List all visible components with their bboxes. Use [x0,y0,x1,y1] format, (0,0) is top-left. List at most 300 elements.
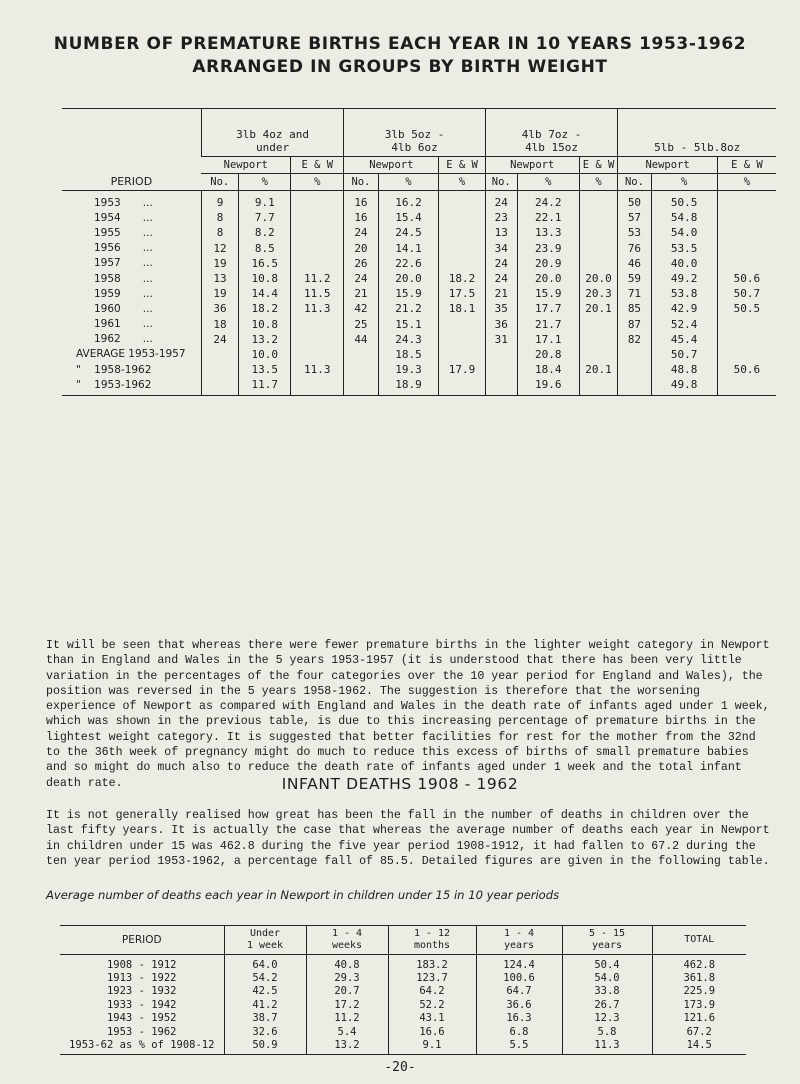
table-cell: 15.9 [517,286,579,301]
table-cell: 14.1 [378,241,439,256]
table-cell: 53 [618,225,651,240]
table-cell: 26 [344,256,378,271]
table-row [62,286,776,301]
table-cell: 36.6 [476,998,562,1011]
table-cell: 44 [344,332,378,347]
table-cell: 7.7 [239,210,291,225]
table-cell: 100.6 [476,971,562,984]
group-header: 5lb - 5lb.8oz [618,109,776,157]
table-row [62,256,776,271]
table-cell: 11.5 [291,286,344,301]
infant-deaths-table [60,925,746,1055]
column-header: 1 - 12 months [388,926,476,955]
table-cell: 6.8 [476,1025,562,1038]
table-cell: 15.9 [378,286,439,301]
table-cell [201,362,239,377]
pct-header: % [579,174,618,191]
table-cell: 24 [201,332,239,347]
column-header: PERIOD [60,926,224,955]
table-cell: 13.2 [306,1038,388,1054]
table-cell: 50.4 [562,955,652,972]
leader-dots: ... [142,211,153,224]
no-header: No. [201,174,239,191]
table-cell: 53.8 [651,286,717,301]
table-cell: 24 [344,225,378,240]
table-cell: 9 [201,191,239,211]
table-cell [344,377,378,396]
table-row [62,301,776,316]
table-cell: 8 [201,225,239,240]
table-cell [618,362,651,377]
table-cell [291,191,344,211]
table-cell: 17.9 [439,362,485,377]
table-cell [291,347,344,362]
table-row [60,1038,746,1054]
table-cell: 21.7 [517,317,579,332]
table-cell: 48.8 [651,362,717,377]
table-row [62,241,776,256]
table-cell [579,377,618,396]
table-cell: 20.9 [517,256,579,271]
table-cell [717,377,776,396]
column-header: 1 - 4 years [476,926,562,955]
row-label [62,301,201,316]
leader-dots: ... [142,302,153,315]
table-cell: 17.1 [517,332,579,347]
table-cell: 16 [344,210,378,225]
table-cell: 14.5 [652,1038,746,1054]
row-label-text: 1956 [94,242,121,255]
group-header: 4lb 7oz - 4lb 15oz [485,109,618,157]
pct-header: % [439,174,485,191]
pct-header: % [378,174,439,191]
newport-header: Newport [201,157,291,174]
table-cell: 11.3 [562,1038,652,1054]
no-header: No. [485,174,517,191]
table-cell: 21.2 [378,301,439,316]
table-cell: 38.7 [224,1012,306,1025]
leader-dots: ... [142,318,153,331]
table-cell: 52.4 [651,317,717,332]
row-label-text: " 1953-1962 [76,378,152,391]
newport-header: Newport [344,157,439,174]
table2-header-row [60,926,746,955]
table-cell: 21 [485,286,517,301]
table-cell [579,225,618,240]
table-cell [439,191,485,211]
table-cell: 462.8 [652,955,746,972]
table-cell: 54.8 [651,210,717,225]
table-cell: 20.7 [306,985,388,998]
row-label [62,256,201,271]
table-cell: 13 [201,271,239,286]
table-cell: 32.6 [224,1025,306,1038]
table-cell: 17.7 [517,301,579,316]
row-label [62,347,201,362]
table-cell [291,256,344,271]
column-header: Under 1 week [224,926,306,955]
table-cell: 54.0 [651,225,717,240]
table-cell [717,241,776,256]
row-label-text: 1960 [94,302,121,315]
leader-dots: ... [142,257,153,270]
table-cell: 50.6 [717,362,776,377]
column-header: TOTAL [652,926,746,955]
table-cell: 29.3 [306,971,388,984]
table-cell: 23.9 [517,241,579,256]
table-cell: 36 [201,301,239,316]
table-cell: 64.2 [388,985,476,998]
table-cell: 11.7 [239,377,291,396]
table-cell: 16.3 [476,1012,562,1025]
row-label-text: 1957 [94,257,121,270]
table-row [60,971,746,984]
table-cell: 5.8 [562,1025,652,1038]
table-cell: 11.3 [291,301,344,316]
table-cell: 64.0 [224,955,306,972]
table-cell: 24.2 [517,191,579,211]
table-cell: 50 [618,191,651,211]
table-cell: 82 [618,332,651,347]
no-header: No. [618,174,651,191]
table-cell: 49.8 [651,377,717,396]
table-cell: 76 [618,241,651,256]
table-cell: 20 [344,241,378,256]
table-cell [579,191,618,211]
table-cell [439,225,485,240]
table-cell [717,256,776,271]
table-cell: 15.4 [378,210,439,225]
table-cell: 8.5 [239,241,291,256]
page-number: -20- [384,1060,416,1075]
table-cell: 183.2 [388,955,476,972]
table-row [62,225,776,240]
premature-births-body [62,191,776,396]
table-row [62,317,776,332]
table-cell: 9.1 [388,1038,476,1054]
infant-deaths-body [60,955,746,1055]
leader-dots: ... [142,333,153,346]
table-cell: 67.2 [652,1025,746,1038]
table-cell: 19.6 [517,377,579,396]
table-cell: 42.5 [224,985,306,998]
table-cell: 35 [485,301,517,316]
table-cell: 21 [344,286,378,301]
table-cell: 15.1 [378,317,439,332]
ew-header: E & W [291,157,344,174]
pct-header: % [517,174,579,191]
no-header: No. [344,174,378,191]
column-header: 5 - 15 years [562,926,652,955]
table-cell: 33.8 [562,985,652,998]
table-cell: 41.2 [224,998,306,1011]
table-cell: 11.3 [291,362,344,377]
period-cell: 1908 - 1912 [106,958,177,971]
table-cell [579,210,618,225]
table-cell: 52.2 [388,998,476,1011]
row-label-text: 1955 [94,226,121,239]
table-cell [579,317,618,332]
page-title: NUMBER OF PREMATURE BIRTHS EACH YEAR IN 10 YEARS 1953-1962 [53,34,747,54]
table-cell: 14.4 [239,286,291,301]
table-cell: 18.9 [378,377,439,396]
paragraph-infant-deaths: It is not generally realised how great has been the fall in the number of deaths in children over the last fifty years. It is actually the case that whereas the average number of deaths each year in Newport in children under 15 was 462.8 during the five year period 1908-1912, it had fallen to 67.2 during the ten year period 1953-1962, a percentage fall of 85.5. Detailed figures are given in the following table. [46,809,770,868]
group-header: 3lb 5oz - 4lb 6oz [344,109,485,157]
table-cell: 42 [344,301,378,316]
row-label [62,210,201,225]
table-cell: 25 [344,317,378,332]
column-header: 1 - 4 weeks [306,926,388,955]
table-cell [618,377,651,396]
table-cell [344,347,378,362]
table-cell [579,241,618,256]
table-cell: 24.5 [378,225,439,240]
table-cell: 16 [344,191,378,211]
leader-dots: ... [142,226,153,239]
table-cell: 19.3 [378,362,439,377]
table-row [60,985,746,998]
table-cell [344,362,378,377]
row-label [62,271,201,286]
table-row [62,191,776,211]
table-cell [439,347,485,362]
table-cell [618,347,651,362]
table-cell: 20.8 [517,347,579,362]
pct-header: % [291,174,344,191]
pct-header: % [239,174,291,191]
table-cell: 17.5 [439,286,485,301]
table-cell [579,332,618,347]
pct-header: % [651,174,717,191]
table-cell: 31 [485,332,517,347]
table-cell: 18.2 [439,271,485,286]
table-cell: 49.2 [651,271,717,286]
table-cell: 50.7 [717,286,776,301]
table-cell: 20.1 [579,362,618,377]
leader-dots: ... [142,242,153,255]
table-cell [439,210,485,225]
table-cell [439,241,485,256]
row-label-text: " 1958-1962 [76,363,152,376]
table-cell: 11.2 [291,271,344,286]
table-row [62,210,776,225]
row-label-text: AVERAGE 1953-1957 [76,348,186,361]
table-cell: 20.0 [517,271,579,286]
row-label-text: 1962 [94,333,121,346]
table-cell: 57 [618,210,651,225]
table-cell: 45.4 [651,332,717,347]
row-label-text: 1953 [94,196,121,209]
table-cell: 71 [618,286,651,301]
group-header: 3lb 4oz and under [201,109,344,157]
table-cell [291,332,344,347]
table2-caption-line1: Average number of deaths each year in Newport in children under 15 in 10 year periods [46,888,560,902]
table-cell: 50.5 [717,301,776,316]
table-cell: 26.7 [562,998,652,1011]
table-cell: 5.5 [476,1038,562,1054]
table-row [60,1025,746,1038]
table-cell [291,317,344,332]
table-cell [717,317,776,332]
leader-dots: ... [142,196,153,209]
table-cell: 18.2 [239,301,291,316]
row-label-text: 1954 [94,211,121,224]
table-cell [717,191,776,211]
period-cell: 1943 - 1952 [106,1012,177,1025]
table-cell: 12.3 [562,1012,652,1025]
table-cell: 20.3 [579,286,618,301]
table-cell: 54.0 [562,971,652,984]
table-row [62,377,776,396]
table-cell: 43.1 [388,1012,476,1025]
table-cell [291,210,344,225]
table-row [62,271,776,286]
table-row [60,1012,746,1025]
table-cell: 18.5 [378,347,439,362]
table-cell: 9.1 [239,191,291,211]
table-cell: 36 [485,317,517,332]
table-cell [717,210,776,225]
table-cell [291,225,344,240]
table-cell [485,362,517,377]
table-cell: 50.7 [651,347,717,362]
table-cell [291,241,344,256]
table-row [60,955,746,972]
pct-header: % [717,174,776,191]
table-cell: 13.2 [239,332,291,347]
premature-births-table [62,108,776,396]
table-cell: 13 [485,225,517,240]
row-label-text: 1961 [94,318,121,331]
table-cell: 10.8 [239,317,291,332]
table-cell: 19 [201,256,239,271]
row-label [62,377,201,396]
table-cell: 42.9 [651,301,717,316]
table-cell [579,256,618,271]
table-cell [201,377,239,396]
table-cell: 13.3 [517,225,579,240]
row-label [62,332,201,347]
table-cell: 46 [618,256,651,271]
table-cell [717,347,776,362]
row-label-text: 1959 [94,287,121,300]
table-cell: 19 [201,286,239,301]
table-cell [485,377,517,396]
table-cell: 361.8 [652,971,746,984]
table-cell: 11.2 [306,1012,388,1025]
table-row [60,998,746,1011]
table-cell: 40.0 [651,256,717,271]
table-row [62,347,776,362]
table-cell: 18 [201,317,239,332]
ew-header: E & W [717,157,776,174]
table-cell: 18.1 [439,301,485,316]
row-label [62,362,201,377]
table-cell: 24 [485,191,517,211]
table-cell: 53.5 [651,241,717,256]
table-cell: 50.6 [717,271,776,286]
table-cell: 173.9 [652,998,746,1011]
page-subtitle: ARRANGED IN GROUPS BY BIRTH WEIGHT [192,57,608,77]
period-header: PERIOD [62,109,201,191]
ew-header: E & W [439,157,485,174]
table-cell [439,332,485,347]
table-cell [291,377,344,396]
table-cell: 24 [485,271,517,286]
period-cell: 1913 - 1922 [106,972,177,985]
table-cell: 20.0 [378,271,439,286]
table-cell: 85 [618,301,651,316]
table-cell: 23 [485,210,517,225]
table-cell: 50.5 [651,191,717,211]
infant-deaths-heading: INFANT DEATHS 1908 - 1962 [281,775,519,793]
table-cell: 20.1 [579,301,618,316]
table-cell: 16.2 [378,191,439,211]
table-cell: 225.9 [652,985,746,998]
table-cell: 121.6 [652,1012,746,1025]
row-label [62,317,201,332]
row-label [62,225,201,240]
table-cell: 34 [485,241,517,256]
table-cell: 18.4 [517,362,579,377]
row-label [62,241,201,256]
row-label-text: 1958 [94,272,121,285]
period-cell: 1953 - 1962 [106,1025,177,1038]
leader-dots: ... [142,272,153,285]
table-cell: 24 [344,271,378,286]
table-cell: 10.8 [239,271,291,286]
table-cell: 5.4 [306,1025,388,1038]
table-cell [717,332,776,347]
table-cell: 40.8 [306,955,388,972]
table-row [62,332,776,347]
table-cell: 50.9 [224,1038,306,1054]
period-cell: 1953-62 as % of 1908-12 [60,1038,224,1054]
leader-dots: ... [142,287,153,300]
table-cell: 54.2 [224,971,306,984]
table-cell [485,347,517,362]
row-label [62,191,201,211]
table-cell [201,347,239,362]
table-cell: 87 [618,317,651,332]
period-cell: 1923 - 1932 [106,985,177,998]
period-cell: 1933 - 1942 [106,998,177,1011]
table-cell: 16.6 [388,1025,476,1038]
table-cell: 12 [201,241,239,256]
table-cell: 10.0 [239,347,291,362]
table-cell: 124.4 [476,955,562,972]
table-cell: 17.2 [306,998,388,1011]
newport-header: Newport [485,157,579,174]
table-cell: 13.5 [239,362,291,377]
table-cell: 8 [201,210,239,225]
row-label [62,286,201,301]
table-cell: 20.0 [579,271,618,286]
ew-header: E & W [579,157,618,174]
table-cell: 59 [618,271,651,286]
table-cell: 22.6 [378,256,439,271]
table-cell [717,225,776,240]
table-cell: 24.3 [378,332,439,347]
table-cell: 123.7 [388,971,476,984]
table-cell [439,256,485,271]
table-cell [439,317,485,332]
table-row [62,362,776,377]
table-cell [579,347,618,362]
paragraph-premature-analysis: It will be seen that whereas there were fewer premature births in the lighter weight category in Newport than in England and Wales in the 5 years 1953-1957 (it is understood that there has been very little variation in the percentages of the four categories over the 10 year period for England and Wales), the position was reversed in the 5 years 1958-1962. The suggestion is therefore that the worsening experience of Newport as compared with England and Wales in the death rate of infants aged under 1 week, which was shown in the previous table, is due to this increasing percentage of premature births in the lightest weight category. It is suggested that better facilities for rest for the mother from the 32nd to the 36th week of pregnancy might do much to reduce this excess of births of small premature babies and so might do much also to reduce the death rate of infants aged under 1 week and the total infant death rate. [46,639,770,790]
table-cell: 24 [485,256,517,271]
table-cell [439,377,485,396]
